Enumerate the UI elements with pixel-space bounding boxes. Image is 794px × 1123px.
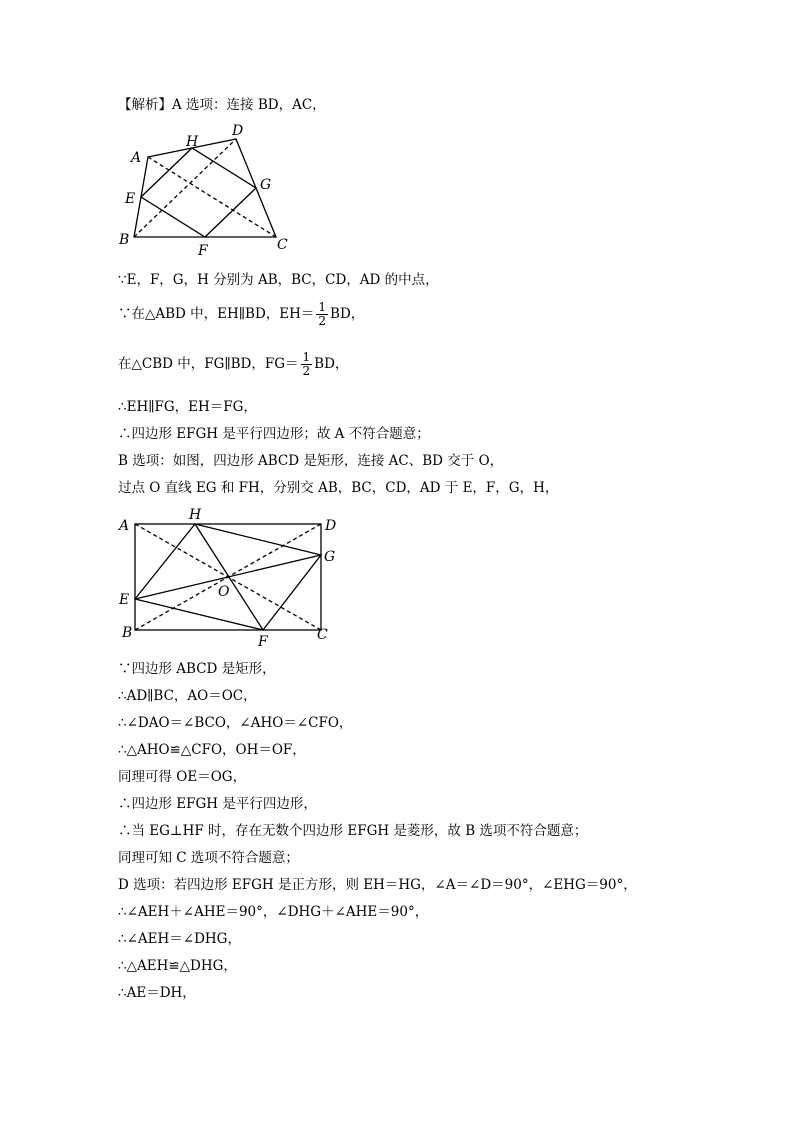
text-line-8: 过点 O 直线 EG 和 FH，分别交 AB，BC，CD，AD 于 E，F，G，H，	[118, 480, 559, 496]
text-line-6: ∴四边形 EFGH 是平行四边形；故 A 不符合题意；	[118, 426, 430, 442]
text-line-19: ∴∠AEH＝∠DHG，	[118, 931, 241, 947]
fraction-denominator: 2	[302, 364, 311, 378]
label-a: A	[131, 150, 142, 166]
text-line-3-a: ∵在△ABD 中，EH∥BD，EH＝	[118, 306, 315, 322]
text-line-16: 同理可知 C 选项不符合题意；	[118, 850, 299, 866]
text-line-11: ∴∠DAO＝∠BCO，∠AHO＝∠CFO，	[118, 715, 353, 731]
text-line-10: ∴AD∥BC，AO＝OC，	[118, 688, 257, 704]
label-o: O	[218, 584, 230, 600]
text-line-4-b: BD，	[314, 356, 349, 372]
text-line-7: B 选项：如图，四边形 ABCD 是矩形，连接 AC、BD 交于 O，	[118, 453, 504, 469]
text-line-13: 同理可得 OE＝OG，	[118, 769, 247, 785]
label-a: A	[119, 518, 130, 534]
text-line-17: D 选项：若四边形 EFGH 是正方形，则 EH＝HG，∠A＝∠D＝90°，∠EHG＝90°，	[118, 877, 637, 893]
label-c: C	[317, 627, 328, 643]
fraction-half	[316, 301, 328, 328]
label-h: H	[189, 507, 202, 523]
text-line-12: ∴△AHO≌△CFO，OH＝OF，	[118, 742, 306, 758]
text-line-14: ∴四边形 EFGH 是平行四边形，	[118, 796, 317, 812]
label-g: G	[324, 549, 336, 565]
text-line-20: ∴△AEH≌△DHG，	[118, 958, 237, 974]
line-hf	[195, 524, 263, 630]
text-line-9: ∵四边形 ABCD 是矩形，	[118, 661, 276, 677]
text-line-1: 【解析】A 选项：连接 BD，AC，	[118, 97, 326, 113]
text-line-2: ∵E，F，G，H 分别为 AB，BC，CD，AD 的中点，	[118, 272, 439, 288]
fraction-numerator: 1	[318, 300, 327, 314]
text-line-18: ∴∠AEH＋∠AHE＝90°，∠DHG＋∠AHE＝90°，	[118, 904, 429, 920]
diagonal-ac	[148, 157, 276, 237]
label-h: H	[186, 134, 199, 150]
text-line-3	[118, 301, 364, 328]
figure-rectangle	[112, 504, 342, 650]
text-line-21: ∴AE＝DH，	[118, 985, 196, 1001]
parallelogram-efgh	[141, 148, 256, 237]
label-f: F	[258, 634, 268, 650]
text-line-4	[118, 351, 348, 378]
label-g: G	[260, 177, 272, 193]
label-e: E	[125, 191, 136, 207]
figure-quadrilateral	[112, 118, 302, 260]
text-line-15: ∴当 EG⊥HF 时，存在无数个四边形 EFGH 是菱形，故 B 选项不符合题意；	[118, 823, 588, 839]
fraction-half	[301, 351, 313, 378]
label-d: D	[325, 518, 337, 534]
fraction-denominator: 2	[318, 314, 327, 328]
quadrilateral-abcd	[134, 139, 276, 237]
label-b: B	[119, 232, 130, 248]
label-c: C	[277, 237, 288, 253]
label-b: B	[122, 625, 133, 641]
label-f: F	[198, 243, 208, 259]
fraction-numerator: 1	[302, 350, 311, 364]
text-line-4-a: 在△CBD 中，FG∥BD，FG＝	[118, 356, 299, 372]
text-line-3-b: BD，	[330, 306, 365, 322]
text-line-5: ∴EH∥FG，EH＝FG，	[118, 399, 257, 415]
label-e: E	[119, 592, 130, 608]
label-d: D	[232, 123, 244, 139]
